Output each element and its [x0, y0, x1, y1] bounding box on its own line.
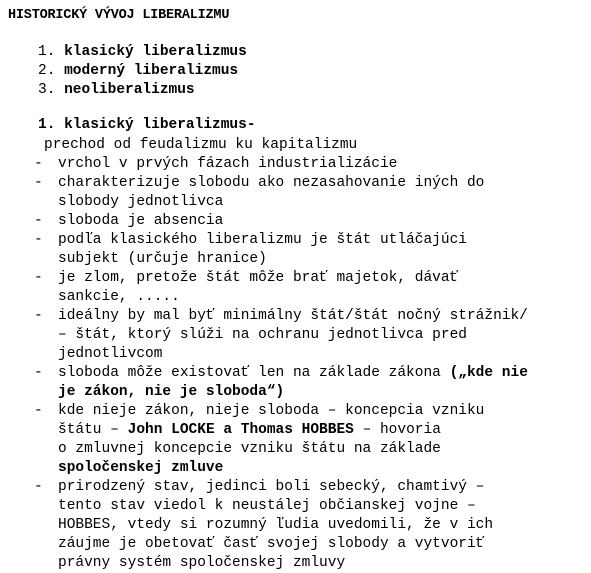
bullet-continuation: [0, 250, 591, 269]
section-title-suffix: -: [246, 117, 256, 133]
key-term: spoločenskej zmluve: [58, 460, 224, 476]
bullet-dash: -: [34, 479, 43, 495]
bullet-dash: -: [34, 213, 43, 229]
section-heading: [38, 117, 256, 133]
bullet-continuation: [0, 440, 591, 459]
toc-item: [38, 62, 247, 81]
bullet-text-part: – hovoria: [353, 422, 441, 438]
bullet-text: jednotlivcom: [58, 346, 163, 362]
author-names: John LOCKE a Thomas HOBBES: [127, 422, 354, 438]
bullet-text: o zmluvnej koncepcie vzniku štátu na základe: [58, 441, 441, 457]
text-line: [0, 136, 591, 155]
bullet-continuation: [0, 383, 591, 402]
bullet-text: charakterizuje slobodu ako nezasahovanie iných do: [58, 175, 485, 191]
bullet-continuation: [0, 421, 591, 440]
document-title: HISTORICKÝ VÝVOJ LIBERALIZMU: [8, 8, 230, 23]
table-of-contents: [38, 43, 247, 100]
bullet-line: [0, 307, 591, 326]
bullet-continuation: [0, 459, 591, 478]
bullet-text: [58, 421, 441, 440]
bullet-line: [0, 231, 591, 250]
section-body: [0, 136, 591, 573]
bullet-line: [0, 269, 591, 288]
bullet-text: – štát, ktorý slúži na ochranu jednotlivca pred: [58, 327, 467, 343]
bullet-dash: -: [34, 175, 43, 191]
bullet-text: slobody jednotlivca: [58, 194, 224, 210]
bullet-text: právny systém spoločenskej zmluvy: [58, 555, 346, 571]
section-title: klasický liberalizmus: [64, 117, 247, 133]
bullet-text: subjekt (určuje hranice): [58, 251, 267, 267]
bullet-text: podľa klasického liberalizmu je štát utláčajúci: [58, 232, 467, 248]
toc-item: [38, 43, 247, 62]
toc-item-number: 3.: [38, 82, 56, 98]
bullet-text: [58, 364, 528, 383]
bullet-continuation: [0, 288, 591, 307]
toc-item: [38, 81, 247, 100]
toc-item-number: 2.: [38, 63, 56, 79]
bullet-text: záujme je obetovať časť svojej slobody a vytvoriť: [58, 536, 485, 552]
bullet-continuation: [0, 554, 591, 573]
bullet-line: [0, 402, 591, 421]
bullet-text: ideálny by mal byť minimálny štát/štát nočný strážnik/: [58, 308, 528, 324]
paragraph-text: prechod od feudalizmu ku kapitalizmu: [44, 137, 358, 153]
bullet-line: [0, 174, 591, 193]
bullet-text: tento stav viedol k neustálej občianskej vojne –: [58, 498, 476, 514]
bullet-line: [0, 212, 591, 231]
toc-item-label: moderný liberalizmus: [64, 63, 239, 79]
quote-emphasis: („kde nie: [449, 365, 528, 381]
quote-emphasis: je zákon, nie je sloboda“): [58, 384, 285, 400]
bullet-text: je zlom, pretože štát môže brať majetok, dávať: [58, 270, 459, 286]
toc-item-label: klasický liberalizmus: [64, 44, 247, 60]
toc-item-label: neoliberalizmus: [64, 82, 195, 98]
bullet-continuation: [0, 497, 591, 516]
bullet-continuation: [0, 516, 591, 535]
bullet-dash: -: [34, 270, 43, 286]
bullet-text-part: sloboda môže existovať len na základe zákona: [58, 365, 450, 381]
bullet-text-part: štátu –: [58, 422, 128, 438]
bullet-text: sloboda je absencia: [58, 213, 224, 229]
bullet-text: prirodzený stav, jedinci boli sebecký, chamtivý –: [58, 479, 485, 495]
bullet-line: [0, 364, 591, 383]
bullet-text: vrchol v prvých fázach industrializácie: [58, 156, 398, 172]
bullet-continuation: [0, 193, 591, 212]
bullet-continuation: [0, 326, 591, 345]
bullet-dash: -: [34, 232, 43, 248]
toc-item-number: 1.: [38, 44, 56, 60]
bullet-text: kde nieje zákon, nieje sloboda – koncepcia vzniku: [58, 403, 485, 419]
bullet-text: HOBBES, vtedy si rozumný ľudia uvedomili, že v ich: [58, 517, 494, 533]
bullet-continuation: [0, 535, 591, 554]
bullet-dash: -: [34, 365, 43, 381]
bullet-dash: -: [34, 308, 43, 324]
bullet-continuation: [0, 345, 591, 364]
bullet-text: sankcie, .....: [58, 289, 180, 305]
bullet-dash: -: [34, 403, 43, 419]
bullet-dash: -: [34, 156, 43, 172]
section-number: 1.: [38, 117, 56, 133]
bullet-line: [0, 155, 591, 174]
bullet-line: [0, 478, 591, 497]
